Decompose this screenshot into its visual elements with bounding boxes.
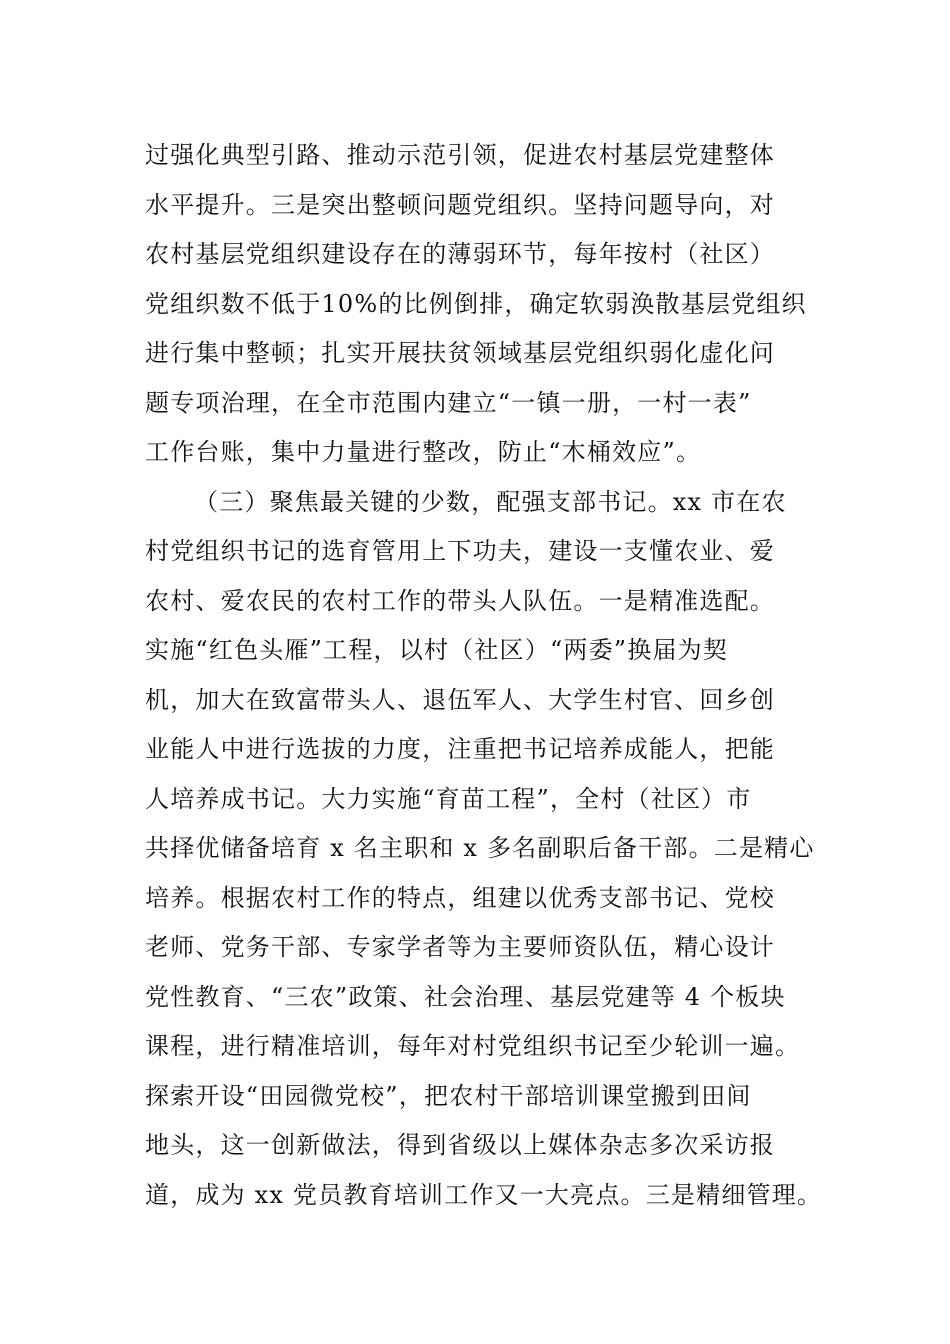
text-line: 农村基层党组织建设存在的薄弱环节，每年按村（社区） (145, 240, 775, 268)
text-line: 业能人中进行选拔的力度，注重把书记培养成能人，把能 (145, 735, 775, 763)
text-line: 党性教育、“三农”政策、社会治理、基层党建等 4 个板块 (145, 982, 786, 1011)
text-line: 进行集中整顿；扎实开展扶贫领域基层党组织弱化虚化问 (145, 339, 775, 367)
text-line: 地头，这一创新做法，得到省级以上媒体杂志多次采访报 (145, 1131, 775, 1159)
text-line: 题专项治理，在全市范围内建立“一镇一册，一村一表” (145, 388, 752, 417)
text-line: 水平提升。三是突出整顿问题党组织。坚持问题导向，对 (145, 190, 775, 219)
text-line: 人培养成书记。大力实施“育苗工程”，全村（社区）市 (145, 784, 752, 813)
text-line: 党组织数不低于10%的比例倒排，确定软弱涣散基层党组织 (145, 289, 807, 318)
text-line: 道，成为 xx 党员教育培训工作又一大亮点。三是精细管理。 (145, 1180, 823, 1209)
text-line: 培养。根据农村工作的特点，组建以优秀支部书记、党校 (145, 883, 775, 912)
body-text (145, 131, 845, 1220)
text-line: 村党组织书记的选育管用上下功夫，建设一支懂农业、爱 (145, 537, 775, 565)
paragraph-start-line: （三）聚焦最关键的少数，配强支部书记。xx 市在农 (194, 487, 787, 516)
text-line: 工作台账，集中力量进行整改，防止“木桶效应”。 (145, 438, 702, 466)
text-line: 机，加大在致富带头人、退伍军人、大学生村官、回乡创 (145, 685, 775, 714)
text-line: 农村、爱农民的农村工作的带头人队伍。一是精准选配。 (145, 586, 775, 615)
text-line: 老师、党务干部、专家学者等为主要师资队伍，精心设计 (145, 933, 775, 961)
text-line: 课程，进行精准培训，每年对村党组织书记至少轮训一遍。 (145, 1032, 801, 1060)
text-line: 过强化典型引路、推动示范引领，促进农村基层党建整体 (145, 141, 775, 169)
text-line: 探索开设“田园微党校”，把农村干部培训课堂搬到田间 (145, 1081, 752, 1110)
text-line: 共择优储备培育 x 名主职和 x 多名副职后备干部。二是精心 (145, 834, 815, 862)
text-line: 实施“红色头雁”工程，以村（社区）“两委”换届为契 (145, 636, 729, 664)
